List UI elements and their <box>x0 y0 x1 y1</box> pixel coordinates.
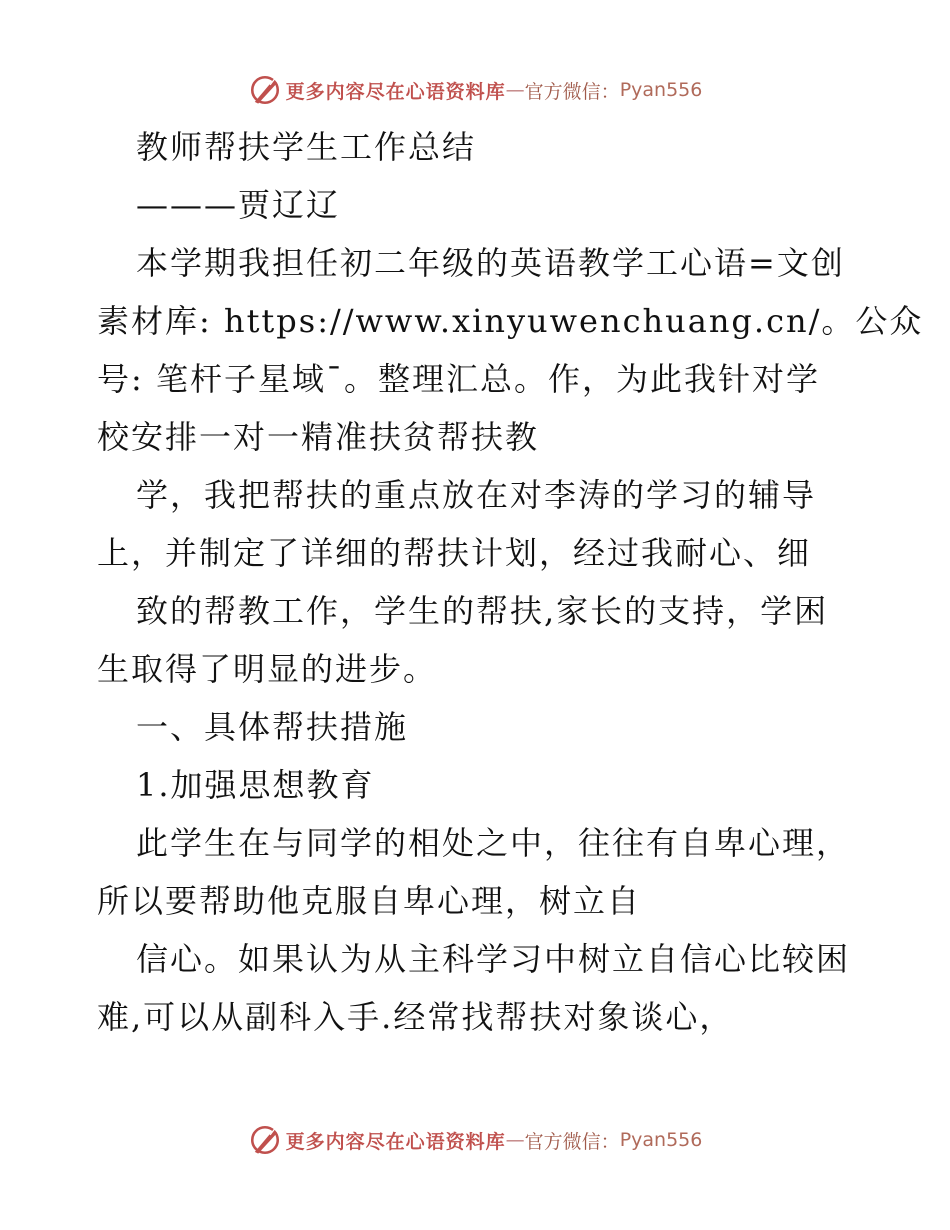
doc-line: 难,可以从副科入手.经常找帮扶对象谈心， <box>97 998 734 1036</box>
quill-pen-logo-icon <box>248 73 282 107</box>
doc-line: 学，我把帮扶的重点放在对李涛的学习的辅导 <box>136 476 817 514</box>
doc-line: 校安排一对一精准扶贫帮扶教 <box>97 418 540 456</box>
doc-line: 素材库: https://www.xinyuwenchuang.cn/。公众 <box>97 302 924 340</box>
doc-line: 号: 笔杆子星域¯。整理汇总。作，为此我针对学 <box>97 360 820 398</box>
header-site-name: 更多内容尽在心语资料库 <box>285 80 506 103</box>
doc-line: 所以要帮助他克服自卑心理，树立自 <box>97 882 642 920</box>
doc-line: 致的帮教工作，学生的帮扶,家长的支持，学困 <box>136 592 829 630</box>
quill-pen-logo-icon <box>248 1123 282 1157</box>
page-footer-banner <box>0 1120 950 1160</box>
footer-wechat-label: 官方微信： <box>524 1130 620 1153</box>
header-wechat-id: Pyan556 <box>619 79 703 101</box>
footer-dash: — <box>505 1129 525 1151</box>
doc-line: 生取得了明显的进步。 <box>97 650 438 688</box>
doc-line: 此学生在与同学的相处之中，往往有自卑心理， <box>136 824 851 862</box>
footer-site-name: 更多内容尽在心语资料库 <box>285 1130 506 1153</box>
page-header-banner <box>0 70 950 110</box>
doc-line: 上，并制定了详细的帮扶计划，经过我耐心、细 <box>97 534 812 572</box>
header-dash: — <box>505 79 525 101</box>
footer-wechat-id: Pyan556 <box>619 1129 703 1151</box>
doc-line: 信心。如果认为从主科学习中树立自信心比较困 <box>136 940 851 978</box>
doc-line: 本学期我担任初二年级的英语教学工心语=文创 <box>136 244 845 282</box>
subsection-heading: 1.加强思想教育 <box>136 766 375 804</box>
section-heading: 一、具体帮扶措施 <box>136 708 409 746</box>
header-wechat-label: 官方微信： <box>524 80 620 103</box>
doc-title: 教师帮扶学生工作总结 <box>136 128 477 166</box>
doc-author: ———贾辽辽 <box>136 186 341 224</box>
